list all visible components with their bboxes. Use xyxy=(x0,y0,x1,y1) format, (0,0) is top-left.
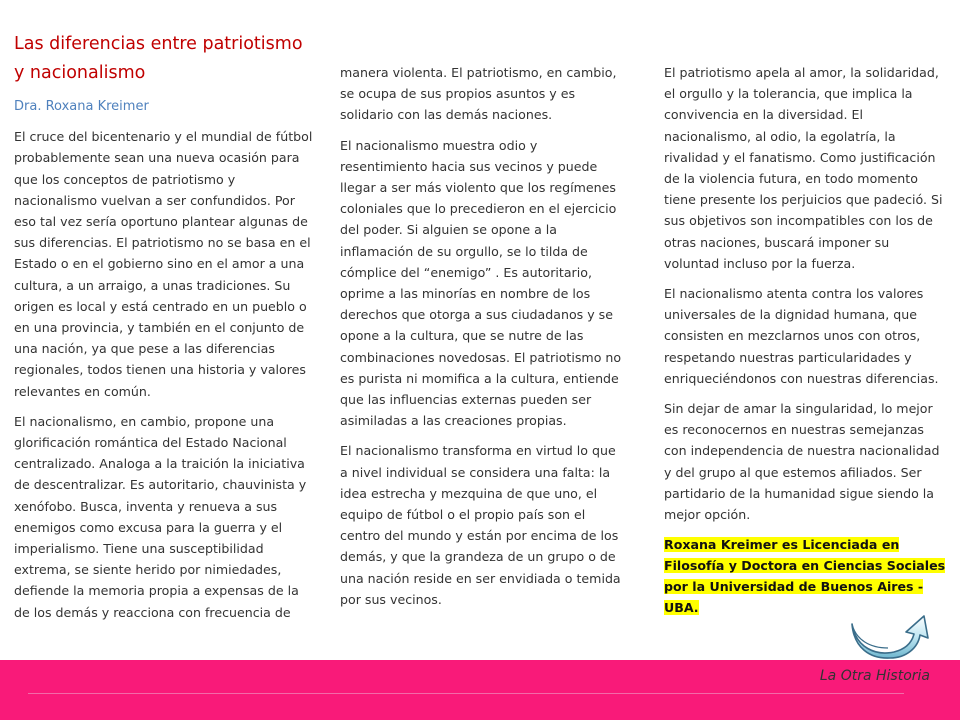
author-bio-text: Roxana Kreimer es Licenciada en Filosofía y Doctora en Ciencias Sociales por la Universidad de Buenos Aires - UBA. xyxy=(664,537,946,616)
paragraph: El cruce del bicentenario y el mundial de fútbol probablemente sean una nueva ocasión para que los conceptos de patriotismo y nacionalismo vuelvan a ser confundidos. Por eso tal vez sería oportuno plantear algunas de sus diferencias. El patriotismo no se basa en el Estado o en el gobierno sino en el amor a una cultura, a un arraigo, a unas tradiciones. Su origen es local y está centrado en un pueblo o en una provincia, y también en el conjunto de una nación, ya que pese a las diferencias regionales, todos tienen una historia y valores relevantes en común. xyxy=(14,129,313,399)
article-author: Dra. Roxana Kreimer xyxy=(14,99,149,114)
paragraph: Sin dejar de amar la singularidad, lo mejor es reconocernos en nuestras semejanzas con independencia de nuestra nacionalidad y del grupo al que estemos afiliados. Ser partidario de la humanidad sigue siendo la mejor opción. xyxy=(664,401,940,523)
paragraph: El patriotismo apela al amor, la solidaridad, el orgullo y la tolerancia, que implica la convivencia en la diversidad. El nacionalismo, al odio, la egolatría, la rivalidad y el fanatismo. Como justificación de la violencia futura, en todo momento tiene presente los perjuicios que padeció. Si sus objetivos son incompatibles con los de otras naciones, buscará imponer su voluntad incluso por la fuerza. xyxy=(664,65,943,271)
paragraph: El nacionalismo muestra odio y resentimiento hacia sus vecinos y puede llegar a ser más violento que los regímenes coloniales que lo precedieron en el ejercicio del poder. Si alguien se opone a la inflamación de su orgullo, se lo tilda de cómplice del “enemigo” . Es autoritario, oprime a las minorías en nombre de los derechos que otorga a sus ciudadanos y se opone a la cultura, que se nutre de las combinaciones novedosas. El patriotismo no es purista ni momifica a la cultura, entiende que las influencias externas pueden ser asimiladas a las creaciones propias. xyxy=(340,137,622,429)
paragraph: El nacionalismo atenta contra los valores universales de la dignidad humana, que consisten en mezclarnos unos con otros, respetando nuestras particularidades y enriqueciéndonos con nuestras diferencias. xyxy=(664,286,939,386)
paragraph: El nacionalismo transforma en virtud lo que a nivel individual se considera una falta: la idea estrecha y mezquina de que uno, el equipo de fútbol o el propio país son el centro del mundo y están por encima de los demás, y que la grandeza de un grupo o de una nación reside en ser envidiada o temida por sus vecinos. xyxy=(340,443,621,607)
column-1 xyxy=(14,0,314,632)
footer-divider xyxy=(28,693,904,694)
paragraph: El nacionalismo, en cambio, propone una glorificación romántica del Estado Nacional centralizado. Analoga a la traición la iniciativa de descentralizar. Es autoritario, chauvinista y xenófobo. Busca, inventa y renueva a sus enemigos como excusa para la guerra y el imperialismo. Tiene una susceptibilidad extrema, se siente herido por nimiedades, defiende la memoria propia a expensas de la de los demás y reacciona con frecuencia de xyxy=(14,413,307,620)
footer-bar xyxy=(0,660,960,720)
author-bio xyxy=(664,534,946,618)
column-3 xyxy=(664,62,946,627)
footer-label: La Otra Historia xyxy=(819,668,930,684)
column-2 xyxy=(340,62,625,619)
article-title: Las diferencias entre patriotismo y nacionalismo xyxy=(14,34,303,83)
paragraph: manera violenta. El patriotismo, en cambio, se ocupa de sus propios asuntos y es solidario con las demás naciones. xyxy=(340,65,617,123)
curved-return-arrow-icon[interactable] xyxy=(848,610,932,660)
